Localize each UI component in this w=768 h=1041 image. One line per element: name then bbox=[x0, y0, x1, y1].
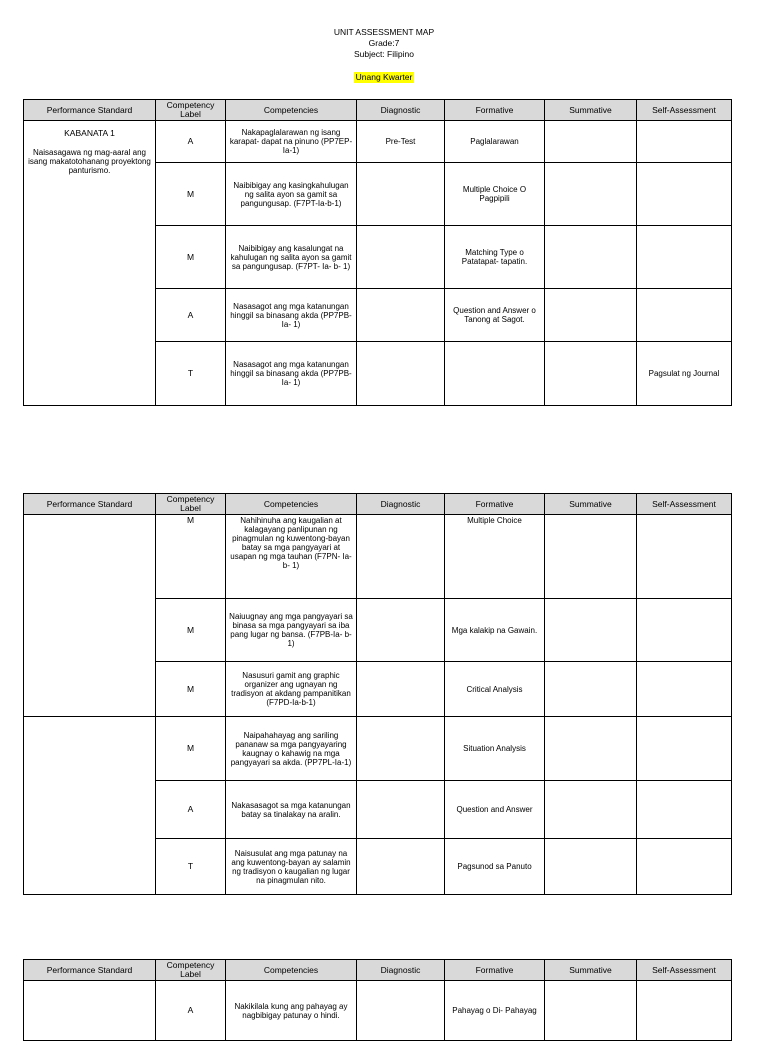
performance-standard-cell bbox=[24, 981, 156, 1041]
self-assessment-cell bbox=[637, 781, 732, 839]
competency-text: Naipahahayag ang sariling pananaw sa mga pangyayaring kaugnay o kahawig na mga pangyayari sa akda. (PP7PL-Ia-1) bbox=[226, 717, 357, 781]
competency-text: Nahihinuha ang kaugalian at kalagayang panlipunan ng pinagmulan ng kuwentong-bayan batay sa mga pangyayari at usapan ng mga tauhan (F7PN- Ia- b- 1) bbox=[226, 515, 357, 599]
diagnostic-cell: Pre-Test bbox=[357, 121, 445, 163]
summative-cell bbox=[545, 781, 637, 839]
formative-cell: Mga kalakip na Gawain. bbox=[445, 599, 545, 662]
competency-label: M bbox=[156, 515, 226, 599]
competency-text: Naisusulat ang mga patunay na ang kuwentong-bayan ay salamin ng tradisyon o kaugalian ng lugar na pinagmulan nito. bbox=[226, 839, 357, 895]
competency-label: A bbox=[156, 121, 226, 163]
competency-text: Naibibigay ang kasingkahulugan ng salita ayon sa gamit sa pangungusap. (F7PT-Ia-b-1) bbox=[226, 163, 357, 226]
diagnostic-cell bbox=[357, 342, 445, 406]
summative-cell bbox=[545, 662, 637, 717]
performance-standard-cell bbox=[24, 717, 156, 895]
col-header: Performance Standard bbox=[24, 100, 156, 121]
formative-cell: Paglalarawan bbox=[445, 121, 545, 163]
col-header: Performance Standard bbox=[24, 960, 156, 981]
document-title: UNIT ASSESSMENT MAP bbox=[333, 27, 435, 37]
grade-line: Grade:7 bbox=[368, 38, 400, 48]
summative-cell bbox=[545, 226, 637, 289]
formative-cell: Critical Analysis bbox=[445, 662, 545, 717]
competency-text: Naibibigay ang kasalungat na kahulugan ng salita ayon sa gamit sa pangungusap. (F7PT- Ia- b- 1) bbox=[226, 226, 357, 289]
self-assessment-cell bbox=[637, 839, 732, 895]
self-assessment-cell bbox=[637, 981, 732, 1041]
performance-standard-cell bbox=[24, 121, 156, 406]
assessment-table-2 bbox=[23, 493, 732, 895]
summative-cell bbox=[545, 981, 637, 1041]
self-assessment-cell bbox=[637, 121, 732, 163]
performance-standard-cell bbox=[24, 515, 156, 717]
table-header-row bbox=[24, 960, 732, 981]
col-header: Self-Assessment bbox=[637, 494, 732, 515]
table-row bbox=[24, 981, 732, 1041]
competency-text: Nakapaglalarawan ng isang karapat- dapat na pinuno (PP7EP-Ia-1) bbox=[226, 121, 357, 163]
col-header: Competencies bbox=[226, 100, 357, 121]
table-header-row bbox=[24, 100, 732, 121]
diagnostic-cell bbox=[357, 289, 445, 342]
col-header: Competencies bbox=[226, 494, 357, 515]
summative-cell bbox=[545, 163, 637, 226]
self-assessment-cell bbox=[637, 662, 732, 717]
competency-label: T bbox=[156, 839, 226, 895]
diagnostic-cell bbox=[357, 515, 445, 599]
table-row bbox=[24, 717, 732, 781]
col-header: Formative bbox=[445, 960, 545, 981]
self-assessment-cell bbox=[637, 717, 732, 781]
summative-cell bbox=[545, 121, 637, 163]
competency-label: M bbox=[156, 599, 226, 662]
subject-line: Subject: Filipino bbox=[353, 49, 414, 59]
col-header: Summative bbox=[545, 960, 637, 981]
self-assessment-cell: Pagsulat ng Journal bbox=[637, 342, 732, 406]
formative-cell: Multiple Choice bbox=[445, 515, 545, 599]
diagnostic-cell bbox=[357, 662, 445, 717]
col-header: Competency Label bbox=[156, 960, 226, 981]
col-header: Summative bbox=[545, 100, 637, 121]
formative-cell: Multiple Choice O Pagpipili bbox=[445, 163, 545, 226]
col-header: Formative bbox=[445, 494, 545, 515]
col-header: Self-Assessment bbox=[637, 960, 732, 981]
formative-cell: Situation Analysis bbox=[445, 717, 545, 781]
self-assessment-cell bbox=[637, 163, 732, 226]
summative-cell bbox=[545, 839, 637, 895]
competency-label: A bbox=[156, 981, 226, 1041]
chapter-title: KABANATA 1 bbox=[64, 128, 115, 138]
col-header: Competencies bbox=[226, 960, 357, 981]
competency-text: Naiuugnay ang mga pangyayari sa binasa sa mga pangyayari sa iba pang lugar ng bansa. (F7PB-Ia- b- 1) bbox=[226, 599, 357, 662]
formative-cell: Question and Answer o Tanong at Sagot. bbox=[445, 289, 545, 342]
quarter-label: Unang Kwarter bbox=[355, 72, 413, 82]
summative-cell bbox=[545, 342, 637, 406]
competency-label: M bbox=[156, 662, 226, 717]
formative-cell: Pagsunod sa Panuto bbox=[445, 839, 545, 895]
summative-cell bbox=[545, 289, 637, 342]
table-header-row bbox=[24, 494, 732, 515]
formative-cell bbox=[445, 342, 545, 406]
self-assessment-cell bbox=[637, 226, 732, 289]
summative-cell bbox=[545, 717, 637, 781]
diagnostic-cell bbox=[357, 839, 445, 895]
competency-text: Nasasagot ang mga katanungan hinggil sa binasang akda (PP7PB- Ia- 1) bbox=[226, 289, 357, 342]
summative-cell bbox=[545, 599, 637, 662]
competency-text: Nasasagot ang mga katanungan hinggil sa binasang akda (PP7PB- Ia- 1) bbox=[226, 342, 357, 406]
competency-text: Nasusuri gamit ang graphic organizer ang ugnayan ng tradisyon at akdang pampanitikan (F7PD-Ia-b-1) bbox=[226, 662, 357, 717]
competency-text: Nakasasagot sa mga katanungan batay sa tinalakay na aralin. bbox=[226, 781, 357, 839]
diagnostic-cell bbox=[357, 226, 445, 289]
table-row bbox=[24, 121, 732, 163]
formative-cell: Question and Answer bbox=[445, 781, 545, 839]
competency-text: Nakikilala kung ang pahayag ay nagbibigay patunay o hindi. bbox=[226, 981, 357, 1041]
col-header: Diagnostic bbox=[357, 494, 445, 515]
col-header: Self-Assessment bbox=[637, 100, 732, 121]
table-row bbox=[24, 515, 732, 599]
col-header: Competency Label bbox=[156, 100, 226, 121]
formative-cell: Pahayag o Di- Pahayag bbox=[445, 981, 545, 1041]
col-header: Diagnostic bbox=[357, 100, 445, 121]
col-header: Diagnostic bbox=[357, 960, 445, 981]
diagnostic-cell bbox=[357, 981, 445, 1041]
document-header bbox=[0, 27, 768, 83]
formative-cell: Matching Type o Patatapat- tapatin. bbox=[445, 226, 545, 289]
competency-label: M bbox=[156, 226, 226, 289]
diagnostic-cell bbox=[357, 163, 445, 226]
competency-label: T bbox=[156, 342, 226, 406]
self-assessment-cell bbox=[637, 289, 732, 342]
competency-label: A bbox=[156, 781, 226, 839]
performance-standard-text: Naisasagawa ng mag-aaral ang isang makatotohanang proyektong panturismo. bbox=[28, 148, 151, 175]
diagnostic-cell bbox=[357, 599, 445, 662]
assessment-table-1 bbox=[23, 99, 732, 406]
summative-cell bbox=[545, 515, 637, 599]
col-header: Formative bbox=[445, 100, 545, 121]
col-header: Performance Standard bbox=[24, 494, 156, 515]
competency-label: M bbox=[156, 163, 226, 226]
self-assessment-cell bbox=[637, 515, 732, 599]
competency-label: A bbox=[156, 289, 226, 342]
diagnostic-cell bbox=[357, 717, 445, 781]
assessment-table-3 bbox=[23, 959, 732, 1041]
col-header: Summative bbox=[545, 494, 637, 515]
col-header: Competency Label bbox=[156, 494, 226, 515]
self-assessment-cell bbox=[637, 599, 732, 662]
competency-label: M bbox=[156, 717, 226, 781]
diagnostic-cell bbox=[357, 781, 445, 839]
